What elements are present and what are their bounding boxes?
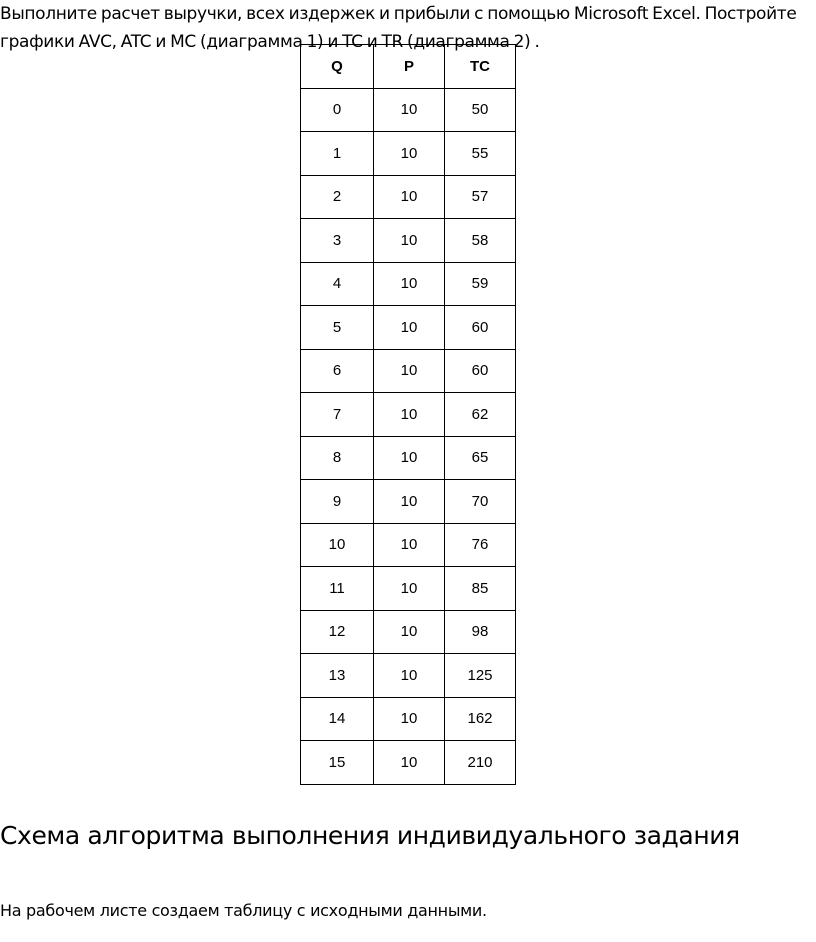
cell-q: 14 <box>301 697 374 741</box>
cell-p: 10 <box>374 654 445 698</box>
cell-tc: 58 <box>445 219 516 263</box>
cell-q: 4 <box>301 262 374 306</box>
cell-p: 10 <box>374 88 445 132</box>
source-data-table <box>300 44 516 785</box>
table-row <box>301 436 516 480</box>
header-tc: TC <box>445 45 516 89</box>
cell-p: 10 <box>374 393 445 437</box>
cell-tc: 70 <box>445 480 516 524</box>
cell-tc: 60 <box>445 349 516 393</box>
table-row <box>301 610 516 654</box>
cell-p: 10 <box>374 480 445 524</box>
cell-tc: 62 <box>445 393 516 437</box>
table-body <box>301 88 516 784</box>
table-row <box>301 219 516 263</box>
cell-tc: 59 <box>445 262 516 306</box>
cell-tc: 65 <box>445 436 516 480</box>
table-row <box>301 132 516 176</box>
cell-tc: 60 <box>445 306 516 350</box>
cell-tc: 76 <box>445 523 516 567</box>
table-row <box>301 88 516 132</box>
table-row <box>301 262 516 306</box>
table-header-row <box>301 45 516 89</box>
cell-p: 10 <box>374 567 445 611</box>
section-heading: Схема алгоритма выполнения индивидуального задания <box>0 821 740 850</box>
cell-q: 2 <box>301 175 374 219</box>
cell-tc: 55 <box>445 132 516 176</box>
cell-tc: 98 <box>445 610 516 654</box>
table-row <box>301 567 516 611</box>
cell-tc: 85 <box>445 567 516 611</box>
cell-p: 10 <box>374 436 445 480</box>
cell-p: 10 <box>374 349 445 393</box>
cell-tc: 57 <box>445 175 516 219</box>
cell-p: 10 <box>374 741 445 785</box>
cell-q: 6 <box>301 349 374 393</box>
cell-q: 0 <box>301 88 374 132</box>
cell-q: 12 <box>301 610 374 654</box>
table-row <box>301 349 516 393</box>
cell-p: 10 <box>374 219 445 263</box>
cell-p: 10 <box>374 132 445 176</box>
cell-q: 1 <box>301 132 374 176</box>
table-row <box>301 741 516 785</box>
table-row <box>301 480 516 524</box>
cell-p: 10 <box>374 697 445 741</box>
table-row <box>301 393 516 437</box>
cell-p: 10 <box>374 175 445 219</box>
table-row <box>301 306 516 350</box>
cell-p: 10 <box>374 306 445 350</box>
cell-q: 8 <box>301 436 374 480</box>
cell-q: 13 <box>301 654 374 698</box>
cell-tc: 162 <box>445 697 516 741</box>
table-row <box>301 697 516 741</box>
cell-q: 3 <box>301 219 374 263</box>
cell-q: 7 <box>301 393 374 437</box>
cell-q: 9 <box>301 480 374 524</box>
table-row <box>301 523 516 567</box>
cell-tc: 210 <box>445 741 516 785</box>
cell-tc: 125 <box>445 654 516 698</box>
task-instructions: Выполните расчет выручки, всех издержек и прибыли с помощью Microsoft Excel. Постройте графики AVC, ATC и MC (диаграмма 1) и TC и TR (диаграмма 2) . <box>0 4 797 52</box>
cell-p: 10 <box>374 610 445 654</box>
table-row <box>301 175 516 219</box>
header-q: Q <box>301 45 374 89</box>
cell-p: 10 <box>374 262 445 306</box>
cell-q: 5 <box>301 306 374 350</box>
cell-tc: 50 <box>445 88 516 132</box>
cell-q: 15 <box>301 741 374 785</box>
cell-p: 10 <box>374 523 445 567</box>
cell-q: 11 <box>301 567 374 611</box>
table-row <box>301 654 516 698</box>
step-description: На рабочем листе создаем таблицу с исходными данными. <box>0 901 487 920</box>
header-p: P <box>374 45 445 89</box>
cell-q: 10 <box>301 523 374 567</box>
